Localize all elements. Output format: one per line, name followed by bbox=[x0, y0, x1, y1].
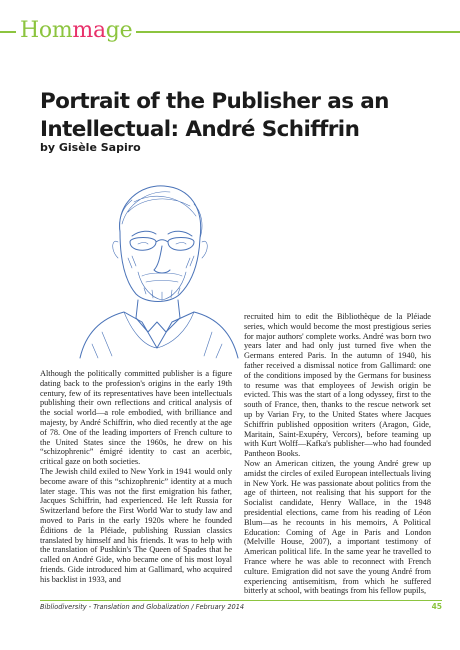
paragraph: Now an American citizen, the young André grew up amidst the circles of exiled European intellectuals living in New York. He was passionate about politics from the age of thirteen, not realising that his support for the Socialist candidate, Henry Wallace, in the 1948 presidential elections, came from his reading of Léon Blum—as he recounts in his memoirs, A Political Education: Coming of Age in Paris and London (Melville House, 2007), a important testimony of American political life. In the same year he travelled to France where he was able to reconnect with French culture. Emigration did not save the young André from experiencing antisemitism, from which he suffered bitterly at school, with beatings from his fellow pupils, bbox=[244, 458, 431, 596]
section-title-part-3: ge bbox=[105, 18, 133, 43]
paragraph: Although the politically committed publisher is a figure dating back to the profession's origins in the early 19th century, few of its representatives have been intellectuals publishing their own reflections and critical analysis of the social world—a role embodied, with brilliance and majesty, by André Schiffrin, who died recently at the age of 78. One of the leading importers of French culture to the United States since the 1960s, he drew on his “schizophrenic” émigré identity to cast an acerbic, critical gaze on both societies. bbox=[40, 369, 232, 467]
body-column-left bbox=[40, 369, 232, 585]
article-title: Portrait of the Publisher as an Intellectual: André Schiffrin bbox=[40, 89, 389, 142]
paragraph: The Jewish child exiled to New York in 1941 would only become aware of this “schizophrenic” identity at a much later stage. This was not the first emigration his father, Jacques Schiffrin, had experienced. He left Russia for Switzerland before the First World War to study law and moved to Paris in the early 1920s where he founded Éditions de la Pléiade, publishing Russian classics translated by himself and his friends. It was to help with the translation of Pushkin's The Queen of Spades that he called on André Gide, who became one of his most loyal friends. Gide introduced him at Gallimard, who acquired his backlist in 1933, and bbox=[40, 466, 232, 584]
header-rule-right bbox=[136, 31, 460, 33]
body-column-right bbox=[244, 312, 431, 596]
paragraph: recruited him to edit the Bibliothèque de la Pléiade series, which would become the most prestigious series for major authors' complete works. André was born two years later and had only just turned five when the Germans entered Paris. In the autumn of 1940, his father received a dismissal notice from Gallimard: one of the conditions imposed by the Germans for business to resume was that employees of Jewish origin be evicted. This was the start of a long odyssey, first to the south of France, then, thanks to the rescue network set up by Varian Fry, to the United States where Jacques Schiffrin published opposition writers (Aragon, Gide, Maritain, Saint-Exupéry, Vercors), before teaming up with Kurt Wolff—Kafka's publisher—who had founded Pantheon Books. bbox=[244, 312, 431, 459]
publication-footer: Bibliodiversity - Translation and Globalization / February 2014 bbox=[40, 603, 245, 611]
section-title bbox=[20, 17, 132, 45]
section-header bbox=[0, 14, 460, 48]
page-number: 45 bbox=[431, 602, 442, 611]
byline: by Gisèle Sapiro bbox=[40, 141, 141, 154]
portrait-illustration bbox=[72, 172, 242, 360]
header-rule-left bbox=[0, 31, 16, 33]
section-title-part-1: Hom bbox=[20, 18, 73, 43]
section-title-part-2: ma bbox=[72, 18, 106, 43]
footer-rule bbox=[40, 600, 442, 601]
